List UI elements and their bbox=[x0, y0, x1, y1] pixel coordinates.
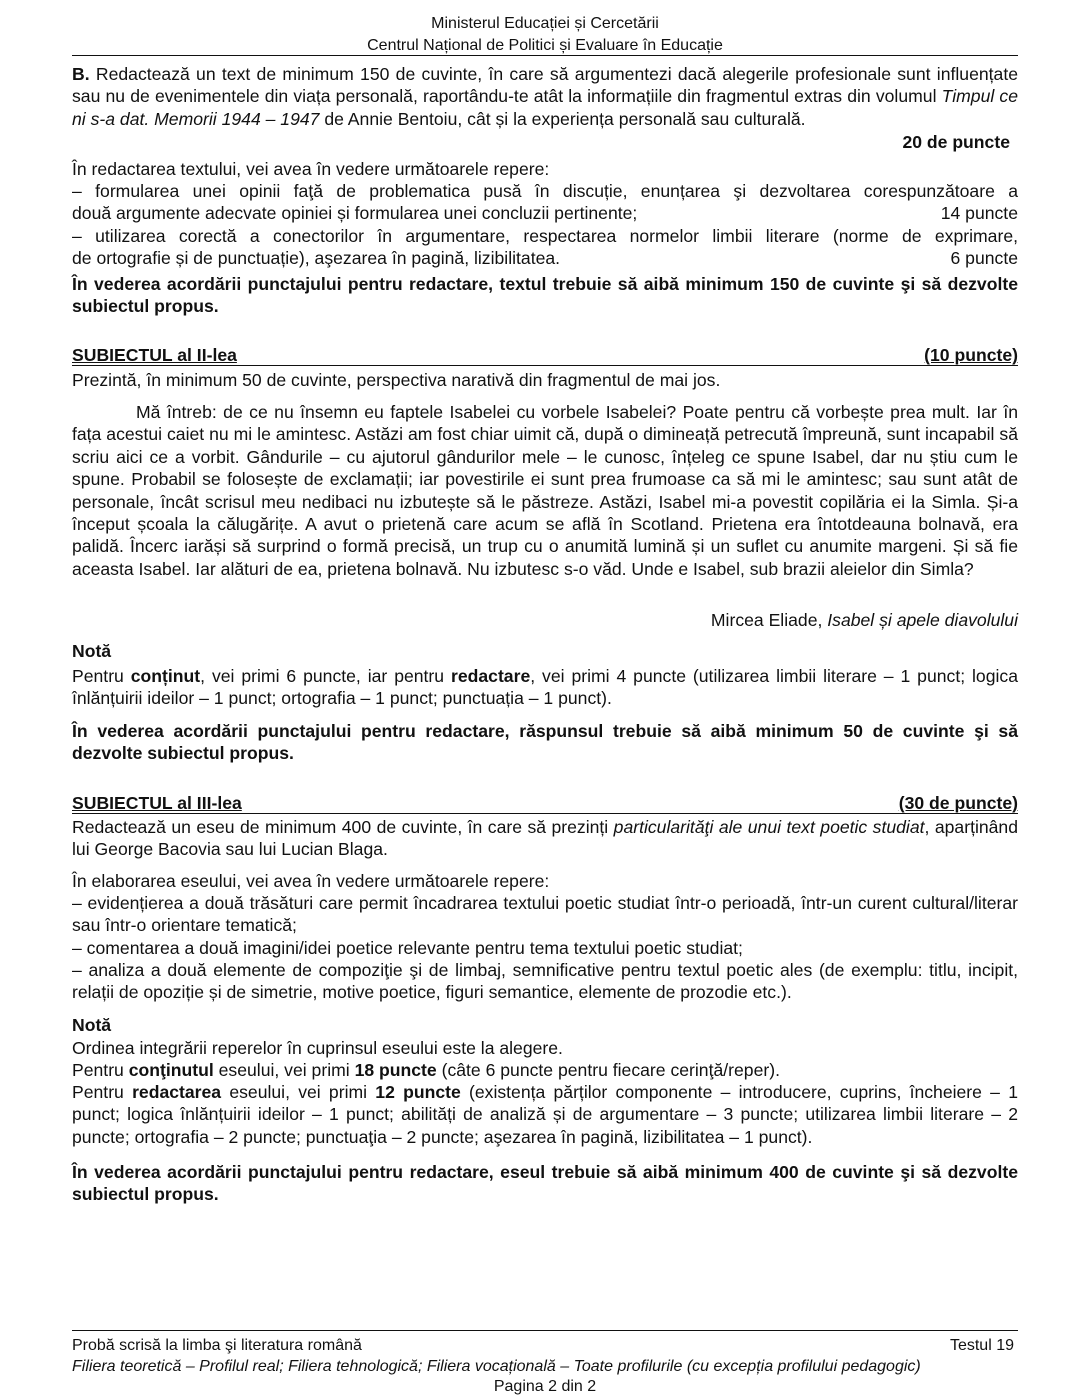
subject3-note-line3-text-2: eseului, vei primi bbox=[221, 1082, 376, 1102]
subject2-note-bold-2: redactare bbox=[451, 666, 531, 686]
subject2-source bbox=[72, 609, 1018, 631]
subject3-note-line2-bold-1: conţinutul bbox=[128, 1060, 214, 1080]
subject3-item1: – evidențierea a două trăsături care permit încadrarea textului poetic studiat într-o perioadă, într-un curent cultural/literar sau într-o orientare tematică; bbox=[72, 893, 1018, 936]
subject3-intro: În elaborarea eseului, vei avea în vedere următoarele repere: bbox=[72, 871, 550, 891]
subject3-item2: – comentarea a două imagini/idei poetice relevante pentru tema textului poetic studiat; bbox=[72, 938, 743, 958]
exam-page bbox=[72, 0, 1018, 1397]
subject3-note-line2-text-2: eseului, vei primi bbox=[213, 1060, 355, 1080]
part-b-requirement: În vederea acordării punctajului pentru redactare, textul trebuie să aibă minimum 150 de cuvinte şi să dezvolte subiectul propus. bbox=[72, 274, 1018, 317]
header-divider bbox=[72, 55, 1018, 56]
subject3-note-line2 bbox=[72, 1059, 1018, 1081]
ministry-name: Ministerul Educației și Cercetării bbox=[431, 15, 659, 32]
center-name: Centrul Național de Politici și Evaluare în Educație bbox=[367, 37, 723, 54]
subject3-note-title: Notă bbox=[72, 1015, 112, 1035]
subject2-title: SUBIECTUL al II-lea bbox=[72, 345, 237, 365]
subject2-note bbox=[72, 665, 1018, 710]
subject3-note-line1: Ordinea integrării reperelor în cuprinsul eseului este la alegere. bbox=[72, 1038, 563, 1058]
subject2-work: Isabel și apele diavolului bbox=[827, 610, 1018, 630]
subject2-note-text-1: Pentru bbox=[72, 666, 131, 686]
subject3-requirement: În vederea acordării punctajului pentru redactare, eseul trebuie să aibă minimum 400 de cuvinte şi să dezvolte subiectul propus. bbox=[72, 1162, 1018, 1205]
part-b-letter: B. bbox=[72, 64, 90, 84]
part-b-criterion1-line2: două argumente adecvate opiniei și formularea unei concluzii pertinente; bbox=[72, 203, 638, 223]
subject2-fragment: Mă întreb: de ce nu însemn eu faptele Isabelei cu vorbele Isabelei? Poate pentru că vorbește prea mult. Iar în fața acestui caiet nu mi le amintesc. Astăzi am fost chiar uimit că, după o dimineață petrecută împreună, sunt incapabil să scriu aici ce a vorbit. Gândurile – cu ajutorul gândurilor mele – le cunosc, înțeleg ce spune Isabel, dar nu știu cum le spune. Probabil se folosește de exclamații; iar povestirile ei sunt prea frumoase ca să mi le amintesc; sau sunt atât de personale, încât scrisul meu nedibaci nu izbutește să le păstreze. Astăzi, Isabel mi-a povestit copilăria ei la Simla. Și-a început școala la călugărițe. A avut o prietenă care acum se află în Scotland. Prietena era întotdeauna bolnavă, era palidă. Încerc iarăși să surprind o formă precisă, un trup cu o anumită lumină și un suflet cu anumite margeni. Și să fie aceasta Isabel. Iar alături de ea, prietena bolnavă. Nu izbutesc s-o văd. Unde e Isabel, sub brazii aleielor din Simla? bbox=[72, 402, 1018, 579]
subject3-item3: – analiza a două elemente de compoziţie şi de limbaj, semnificative pentru textul poetic ales (de exemplu: titlu, incipit, relații de opoziție și de simetrie, motive poetice, figuri semantice, elemente de prozodie etc.). bbox=[72, 960, 1018, 1003]
part-b-criterion1-line2-row bbox=[72, 202, 1018, 224]
subject2-points: (10 puncte) bbox=[924, 345, 1018, 365]
part-b-criterion2-line2-row bbox=[72, 247, 1018, 269]
subject3-task-text-2: , aparținând lui George Bacovia sau lui Lucian Blaga. bbox=[72, 817, 1018, 860]
subject3-note-line3-text-3: (existența părților componente – introducere, cuprins, încheiere – 1 punct; logica înlănțuirii ideilor – 1 punct; abilități de analiză și de argumentare – 3 puncte; utilizarea limbii literare – 2 puncte; ortografia – 2 puncte; punctuaţia – 2 puncte; aşezarea în pagină, lizibilitatea – 1 punct). bbox=[72, 1082, 1018, 1147]
subject3-task bbox=[72, 816, 1018, 861]
footer-divider bbox=[72, 1330, 1018, 1331]
subject3-heading bbox=[72, 793, 1018, 814]
footer-top-row bbox=[72, 1335, 1018, 1356]
part-b-text-1: Redactează un text de minimum 150 de cuvinte, în care să argumentezi dacă alegerile profesionale sunt influențate sau nu de evenimentele din viața personală, raportându-te atât la informațiile din fragmentul extras din volumul bbox=[72, 64, 1018, 107]
footer-exam-name: Probă scrisă la limba şi literatura română bbox=[72, 1337, 362, 1354]
page-header bbox=[72, 13, 1018, 57]
footer-profile: Filiera teoretică – Profilul real; Filiera tehnologică; Filiera vocațională – Toate profilurile (cu excepția profilului pedagogic) bbox=[72, 1358, 921, 1375]
subject3-note-line2-text-3: (câte 6 puncte pentru fiecare cerinţă/reper). bbox=[436, 1060, 780, 1080]
part-b-book-title: Timpul ce ni s-a dat. Memorii 1944 – 1947 bbox=[72, 86, 1018, 129]
subject3-note-line3 bbox=[72, 1081, 1018, 1148]
subject3-task-text-1: Redactează un eseu de minimum 400 de cuvinte, în care să prezinți bbox=[72, 817, 614, 837]
part-b-points: 20 de puncte bbox=[902, 132, 1010, 152]
subject3-points: (30 de puncte) bbox=[898, 793, 1018, 813]
subject2-requirement: În vederea acordării punctajului pentru redactare, răspunsul trebuie să aibă minimum 50 de cuvinte şi să dezvolte subiectul propus. bbox=[72, 721, 1018, 764]
subject2-author: Mircea Eliade, bbox=[710, 610, 828, 630]
footer-page-number: Pagina 2 din 2 bbox=[493, 1378, 597, 1395]
subject3-title: SUBIECTUL al III-lea bbox=[72, 793, 242, 813]
subject2-task: Prezintă, în minimum 50 de cuvinte, perspectiva narativă din fragmentul de mai jos. bbox=[72, 370, 721, 390]
subject3-note-line3-text-1: Pentru bbox=[72, 1082, 133, 1102]
part-b-intro: În redactarea textului, vei avea în vedere următoarele repere: bbox=[72, 159, 550, 179]
part-b-criterion2-points: 6 puncte bbox=[950, 248, 1018, 268]
part-b-criterion2-line1: – utilizarea corectă a conectorilor în argumentare, respectarea normelor limbii literare (norme de exprimare, bbox=[72, 226, 1018, 246]
subject2-heading bbox=[72, 345, 1018, 366]
subject3-note-line3-bold-2: 12 puncte bbox=[375, 1082, 461, 1102]
part-b-text-2: de Annie Bentoiu, cât și la experiența personală sau culturală. bbox=[319, 108, 806, 129]
footer-test-number: Testul 19 bbox=[949, 1337, 1014, 1354]
subject3-note-line3-bold-1: redactarea bbox=[132, 1082, 222, 1102]
part-b-criterion2-line2: de ortografie și de punctuație), aşezarea în pagină, lizibilitatea. bbox=[72, 248, 561, 268]
part-b-criterion1-points: 14 puncte bbox=[940, 203, 1018, 223]
subject2-note-text-2: , vei primi 6 puncte, iar pentru bbox=[200, 666, 451, 686]
subject3-note-line2-text-1: Pentru bbox=[72, 1060, 129, 1080]
subject2-note-text-3: , vei primi 4 puncte (utilizarea limbii literare – 1 punct; logica înlănțuirii ideilor – 1 punct; ortografia – 1 punct; punctuația – 1 punct). bbox=[72, 666, 1018, 709]
part-b-task bbox=[72, 63, 1018, 130]
part-b-criterion1-line1: – formularea unei opinii faţă de problematica pusă în discuție, enunțarea şi dezvoltarea corespunzătoare a bbox=[72, 181, 1018, 201]
subject3-note-line2-bold-2: 18 puncte bbox=[354, 1060, 437, 1080]
subject2-note-bold-1: conținut bbox=[130, 666, 201, 686]
subject2-note-title: Notă bbox=[72, 641, 112, 661]
subject3-task-italic: particularităţi ale unui text poetic studiat bbox=[613, 817, 925, 837]
